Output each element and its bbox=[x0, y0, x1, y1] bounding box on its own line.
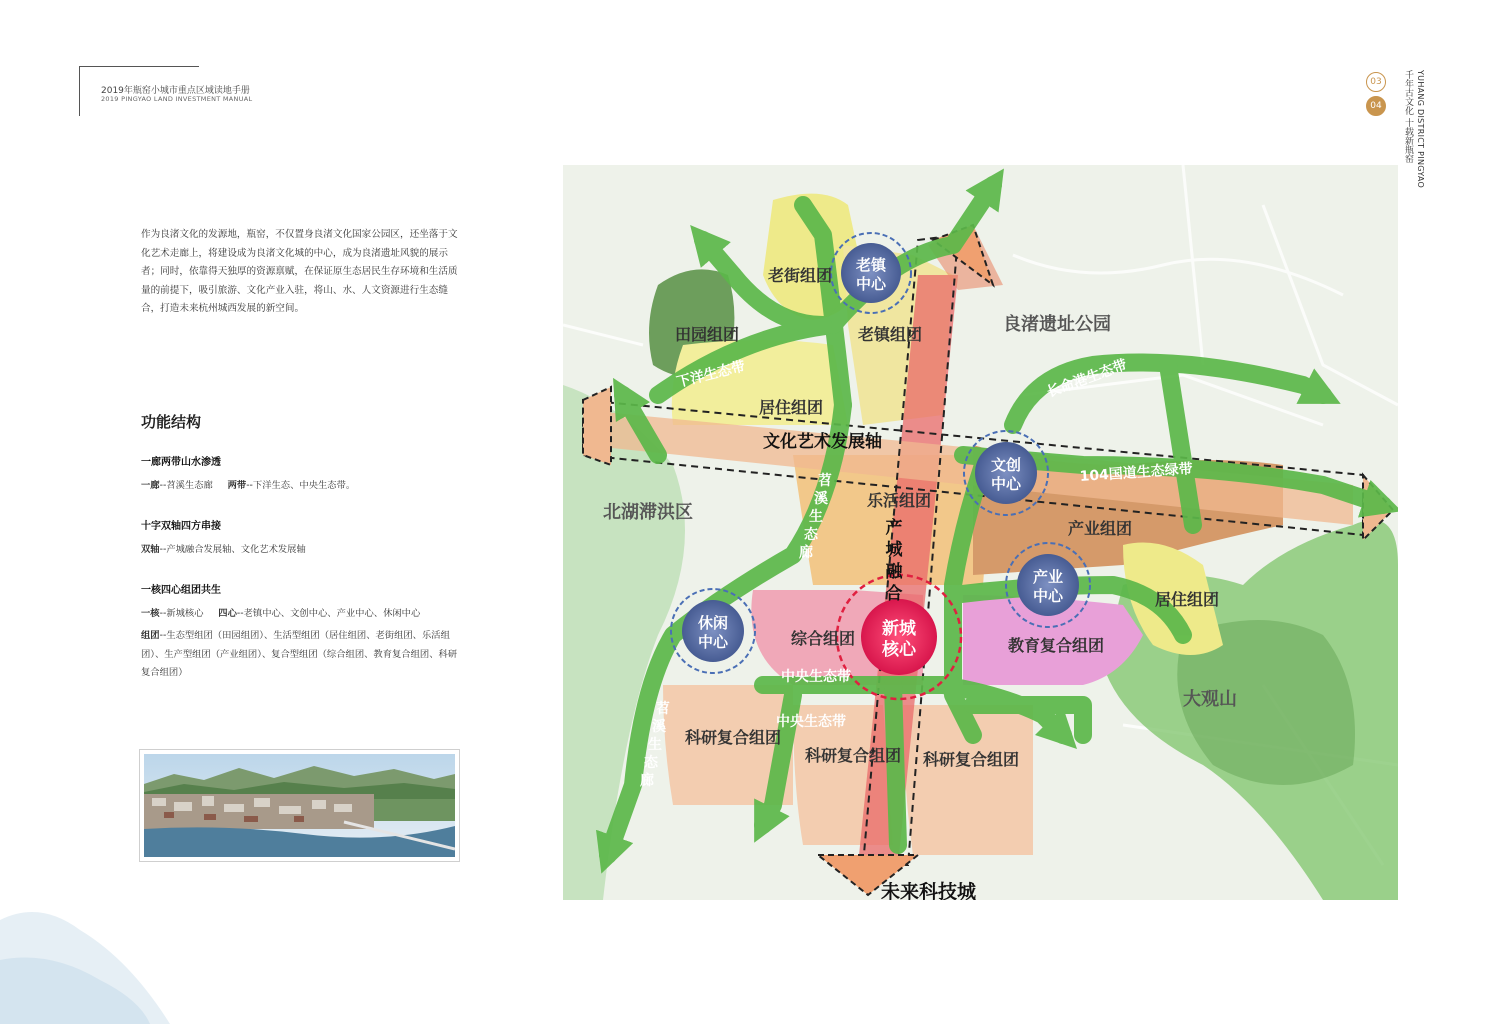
label-flood: 北湖滞洪区 bbox=[603, 502, 693, 523]
tiaoxi-char: 苕 bbox=[818, 473, 832, 489]
chanye-center-line2: 中心 bbox=[1032, 587, 1064, 605]
label-laojie: 老街组团 bbox=[768, 266, 833, 285]
term: 一廊 bbox=[141, 479, 160, 491]
chanye-center-line1: 产业 bbox=[1032, 568, 1064, 586]
label-juzhu-east: 居住组团 bbox=[1155, 590, 1220, 609]
label-juzhu-west: 居住组团 bbox=[759, 398, 824, 417]
label-keyan-1: 科研复合组团 bbox=[685, 728, 782, 747]
town-aerial-photo bbox=[139, 749, 460, 862]
side-title-en: YUHANG DISTRICT PINGYAO bbox=[1416, 70, 1425, 189]
label-keyan-2: 科研复合组团 bbox=[805, 746, 902, 765]
watercolor-wash-decoration bbox=[0, 900, 200, 1024]
label-central-belt-1: 中央生态带 bbox=[781, 669, 851, 685]
term-text: --苕溪生态廊 bbox=[159, 479, 213, 491]
structure-line bbox=[141, 605, 463, 624]
tiaoxi-char: 态 bbox=[804, 527, 818, 543]
industry-axis-char: 融 bbox=[885, 562, 903, 582]
side-title-cn: 千年古文化 十载新瓶窑 bbox=[1403, 70, 1413, 163]
header-title-cn: 2019年瓶窑小城市重点区域读地手册 bbox=[101, 86, 250, 96]
label-changming-belt: 长命港生态带 bbox=[1044, 356, 1130, 401]
page-number-next: 04 bbox=[1366, 96, 1386, 116]
label-lehuo: 乐活组团 bbox=[867, 491, 932, 510]
structure-heading: 十字双轴四方串接 bbox=[141, 521, 221, 532]
structure-block-3 bbox=[141, 582, 463, 683]
xiuxian-center-line1: 休闲 bbox=[697, 614, 729, 632]
section-title: 功能结构 bbox=[141, 413, 202, 431]
term-text: --老镇中心、文创中心、产业中心、休闲中心 bbox=[236, 607, 421, 619]
label-mountain: 大观山 bbox=[1183, 689, 1237, 710]
page-number-badges bbox=[1366, 72, 1386, 120]
tiaoxi-char: 廊 bbox=[799, 545, 813, 561]
structure-line bbox=[141, 541, 463, 560]
label-culture-axis: 文化艺术发展轴 bbox=[763, 432, 882, 452]
tiaoxi-char: 溪 bbox=[652, 719, 666, 735]
tiaoxi-char: 溪 bbox=[814, 491, 828, 507]
central-belt-spine bbox=[893, 685, 898, 845]
term: 组团 bbox=[141, 630, 160, 641]
wenchuang-center-line1: 文创 bbox=[990, 456, 1022, 474]
core-line2: 核心 bbox=[882, 640, 916, 660]
functional-structure-map bbox=[563, 165, 1398, 900]
header-divider-vertical bbox=[79, 66, 80, 116]
structure-line bbox=[141, 627, 463, 683]
label-park: 良渚遗址公园 bbox=[1003, 314, 1111, 335]
structure-block-1 bbox=[141, 454, 463, 495]
label-laozhen-group: 老镇组团 bbox=[858, 325, 923, 344]
structure-heading: 一廊两带山水渗透 bbox=[141, 457, 221, 468]
xiuxian-center-line2: 中心 bbox=[697, 633, 729, 651]
structure-block-2 bbox=[141, 518, 463, 559]
label-zonghe: 综合组团 bbox=[791, 629, 856, 648]
structure-heading: 一核四心组团共生 bbox=[141, 585, 221, 596]
industry-axis-char: 城 bbox=[885, 540, 903, 560]
wenchuang-center-line2: 中心 bbox=[990, 475, 1022, 493]
label-keyan-3: 科研复合组团 bbox=[923, 750, 1020, 769]
intro-paragraph: 作为良渚文化的发源地，瓶窑，不仅置身良渚文化国家公园区，还坐落于文化艺术走廊上，将建设成为良渚文化城的中心，成为良渚遗址风貌的展示者；同时，依靠得天独厚的资源禀赋，在保证原生态居民生存环境和生活质量的前提下，吸引旅游、文化产业入驻，将山、水、人文资源进行生态缝合，打造未来杭州城西发展的新空间。 bbox=[141, 229, 458, 314]
term: 四心 bbox=[218, 607, 237, 619]
label-chanye-group: 产业组团 bbox=[1068, 519, 1133, 538]
industry-axis-char: 合 bbox=[885, 584, 903, 604]
town-photo-illustration bbox=[144, 754, 455, 857]
term: 两带 bbox=[227, 479, 247, 491]
tiaoxi-char: 生 bbox=[809, 509, 823, 525]
tiaoxi-char: 苕 bbox=[656, 701, 670, 717]
term-text: --生态型组团（田园组团）、生活型组团（居住组团、老街组团、乐活组团）、生产型组团（产业组团）、复合型组团（综合组团、教育复合组团、科研复合组团） bbox=[141, 630, 458, 678]
term-text: --下洋生态、中央生态带。 bbox=[246, 479, 356, 491]
culture-axis-west-arrow bbox=[583, 387, 611, 465]
label-tianyuan: 田园组团 bbox=[675, 325, 740, 344]
header-divider-horizontal bbox=[79, 66, 199, 67]
label-central-belt-2: 中央生态带 bbox=[776, 714, 846, 730]
industry-axis-char: 产 bbox=[885, 518, 903, 538]
laozhen-center-line1: 老镇 bbox=[855, 256, 887, 274]
tiaoxi-char: 态 bbox=[644, 755, 658, 771]
core-line1: 新城 bbox=[882, 619, 916, 639]
laozhen-center-line2: 中心 bbox=[855, 275, 887, 293]
structure-line bbox=[141, 477, 463, 496]
label-future-city: 未来科技城 bbox=[881, 881, 977, 900]
label-xiayang-belt: 下洋生态带 bbox=[675, 358, 747, 391]
tiaoxi-char: 廊 bbox=[640, 773, 654, 789]
label-jiaoyu: 教育复合组团 bbox=[1008, 636, 1105, 655]
label-guodao-belt: 104国道生态绿带 bbox=[1079, 461, 1194, 485]
tiaoxi-char: 生 bbox=[648, 737, 662, 753]
term: 一核 bbox=[141, 607, 160, 619]
map-canvas bbox=[563, 165, 1398, 900]
term-text: --产城融合发展轴、文化艺术发展轴 bbox=[159, 543, 306, 555]
term: 双轴 bbox=[141, 543, 160, 555]
manual-header bbox=[79, 66, 253, 116]
page-number-current: 03 bbox=[1366, 72, 1386, 92]
term-text: --新城核心 bbox=[159, 607, 204, 619]
header-title-en: 2019 PINGYAO LAND INVESTMENT MANUAL bbox=[101, 95, 253, 103]
